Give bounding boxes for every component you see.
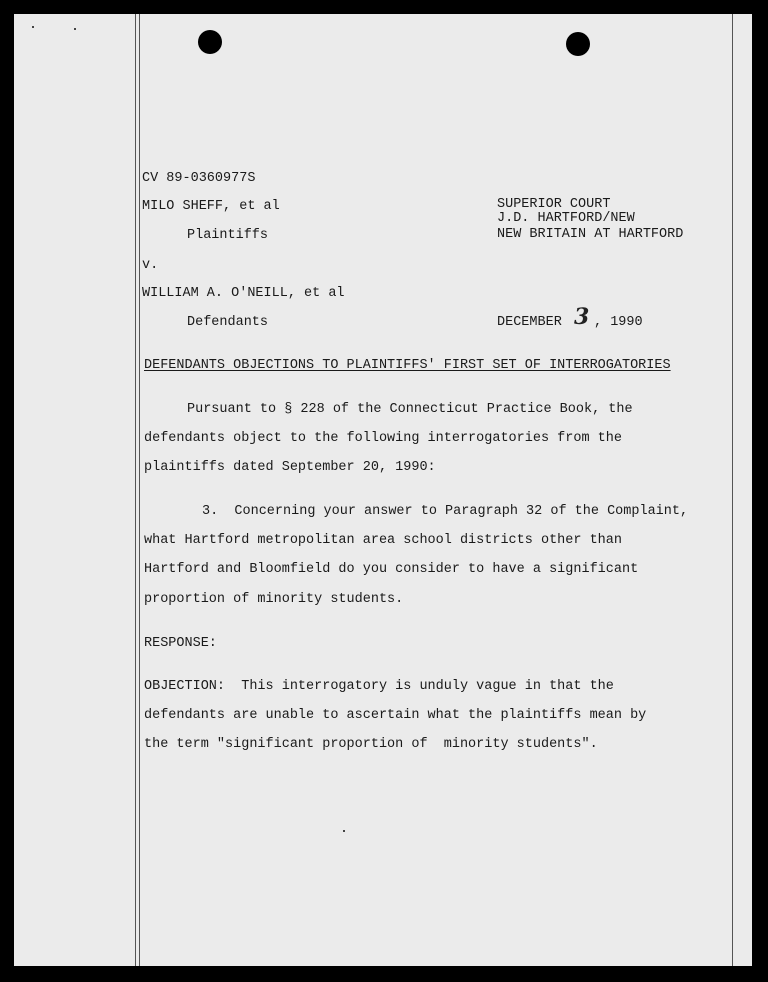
docket-number: CV 89-0360977S (142, 171, 256, 186)
interrogatory-line-4: proportion of minority students. (144, 592, 404, 607)
intro-line-2: defendants object to the following interrogatories from the (144, 431, 622, 446)
handwritten-date-day: 3 (574, 304, 590, 330)
left-margin-line-inner (139, 14, 140, 966)
scan-speck (32, 26, 34, 28)
punch-hole-right (566, 32, 590, 56)
intro-line-1: Pursuant to § 228 of the Connecticut Practice Book, the (187, 402, 633, 417)
scan-speck (343, 830, 345, 832)
versus: v. (142, 258, 159, 273)
interrogatory-line-1: 3. Concerning your answer to Paragraph 32 of the Complaint, (202, 504, 689, 519)
defendant-role: Defendants (187, 315, 269, 330)
interrogatory-line-3: Hartford and Bloomfield do you consider to have a significant (144, 562, 639, 577)
plaintiff-role: Plaintiffs (187, 228, 269, 243)
objection-line-3: the term "significant proportion of minority students". (144, 737, 598, 752)
plaintiff-name: MILO SHEFF, et al (142, 199, 280, 214)
court-line-3: NEW BRITAIN AT HARTFORD (497, 227, 684, 242)
defendant-name: WILLIAM A. O'NEILL, et al (142, 286, 345, 301)
left-margin-line (135, 14, 136, 966)
objection-line-1: OBJECTION: This interrogatory is unduly vague in that the (144, 679, 614, 694)
document-title: DEFENDANTS OBJECTIONS TO PLAINTIFFS' FIRST SET OF INTERROGATORIES (144, 358, 671, 373)
document-page (14, 14, 752, 966)
intro-line-3: plaintiffs dated September 20, 1990: (144, 460, 436, 475)
punch-hole-left (198, 30, 222, 54)
response-label: RESPONSE: (144, 636, 217, 651)
date-suffix: , 1990 (594, 315, 643, 330)
objection-line-2: defendants are unable to ascertain what the plaintiffs mean by (144, 708, 647, 723)
court-line-1: SUPERIOR COURT (497, 197, 611, 212)
right-margin-line (732, 14, 733, 966)
date-prefix: DECEMBER (497, 315, 562, 330)
court-line-2: J.D. HARTFORD/NEW (497, 211, 635, 226)
scan-speck (74, 28, 76, 30)
interrogatory-line-2: what Hartford metropolitan area school districts other than (144, 533, 622, 548)
